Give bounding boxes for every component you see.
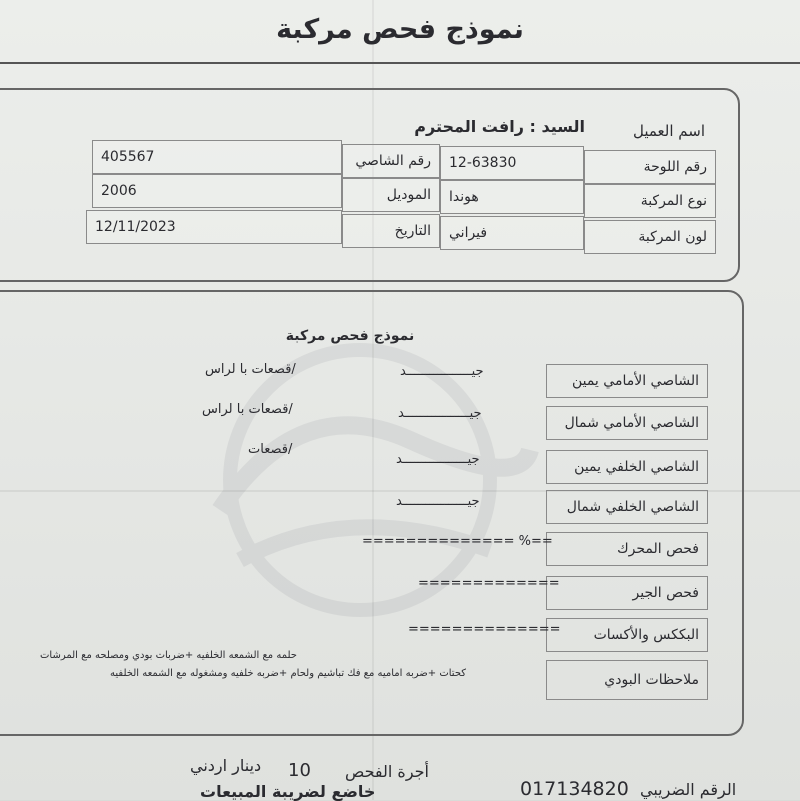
sales-tax-note: خاضع لضريبة المبيعات	[200, 782, 376, 801]
engine-check-label: فحص المحرك	[546, 532, 708, 566]
customer-name: السيد : رافت المحترم	[414, 117, 585, 136]
plate-value: 12-63830	[440, 146, 584, 180]
front-right-chassis-label: الشاصي الأمامي يمين	[546, 364, 708, 398]
tax-number-value: 017134820	[520, 778, 629, 800]
differential-axles-label: البككس والأكسات	[546, 618, 708, 652]
body-notes-line-1: حلمه مع الشمعه الخلفيه +ضربات بودي ومصلحه مع المرشات	[40, 650, 297, 661]
vehicle-type-value: هوندا	[440, 180, 584, 214]
inspection-section-title: نموذج فحص مركبة	[285, 328, 415, 344]
customer-label: اسم العميل	[632, 122, 705, 140]
date-value: 12/11/2023	[86, 210, 342, 244]
rear-left-chassis-label: الشاصي الخلفي شمال	[546, 490, 708, 524]
rear-right-chassis-label: الشاصي الخلفي يمين	[546, 450, 708, 484]
plate-label: رقم اللوحة	[584, 150, 716, 184]
differential-axles-status: ==============	[408, 622, 561, 637]
model-label: الموديل	[342, 178, 440, 212]
gearbox-check-status: =============	[418, 576, 560, 591]
fee-value: 10	[288, 760, 311, 781]
chassis-label: رقم الشاصي	[342, 144, 440, 178]
engine-check-status: ==% ==============	[362, 534, 553, 549]
front-right-chassis-status: جيـــــــــــــــــد	[400, 364, 484, 379]
model-value: 2006	[92, 174, 342, 208]
front-left-chassis-label: الشاصي الأمامي شمال	[546, 406, 708, 440]
front-right-chassis-note: /قصعات با لراس	[205, 362, 296, 377]
tax-number-label: الرقم الضريبي	[640, 780, 737, 799]
front-left-chassis-status: جيـــــــــــــــــد	[398, 406, 482, 421]
fee-label: أجرة الفحص	[345, 762, 429, 781]
chassis-value: 405567	[92, 140, 342, 174]
body-notes-line-2: كحتات +ضربه اماميه مع فك تباشيم ولحام +ضربه خلفيه ومشغوله مع الشمعه الخلفيه	[110, 668, 467, 679]
date-label: التاريخ	[342, 214, 440, 248]
gearbox-check-label: فحص الجير	[546, 576, 708, 610]
body-notes-label: ملاحظات البودي	[546, 660, 708, 700]
fee-currency: دينار اردني	[190, 756, 262, 775]
rear-right-chassis-status: جيـــــــــــــــــد	[396, 452, 480, 467]
front-left-chassis-note: /قصعات با لراس	[202, 402, 293, 417]
title-bar	[0, 0, 800, 64]
rear-left-chassis-status: جيـــــــــــــــــد	[396, 494, 480, 509]
rear-right-chassis-note: /قصعات	[248, 442, 293, 457]
page-title: نموذج فحص مركبة	[276, 14, 524, 45]
vehicle-color-value: فيراني	[440, 216, 584, 250]
vehicle-color-label: لون المركبة	[584, 220, 716, 254]
vehicle-type-label: نوع المركبة	[584, 184, 716, 218]
